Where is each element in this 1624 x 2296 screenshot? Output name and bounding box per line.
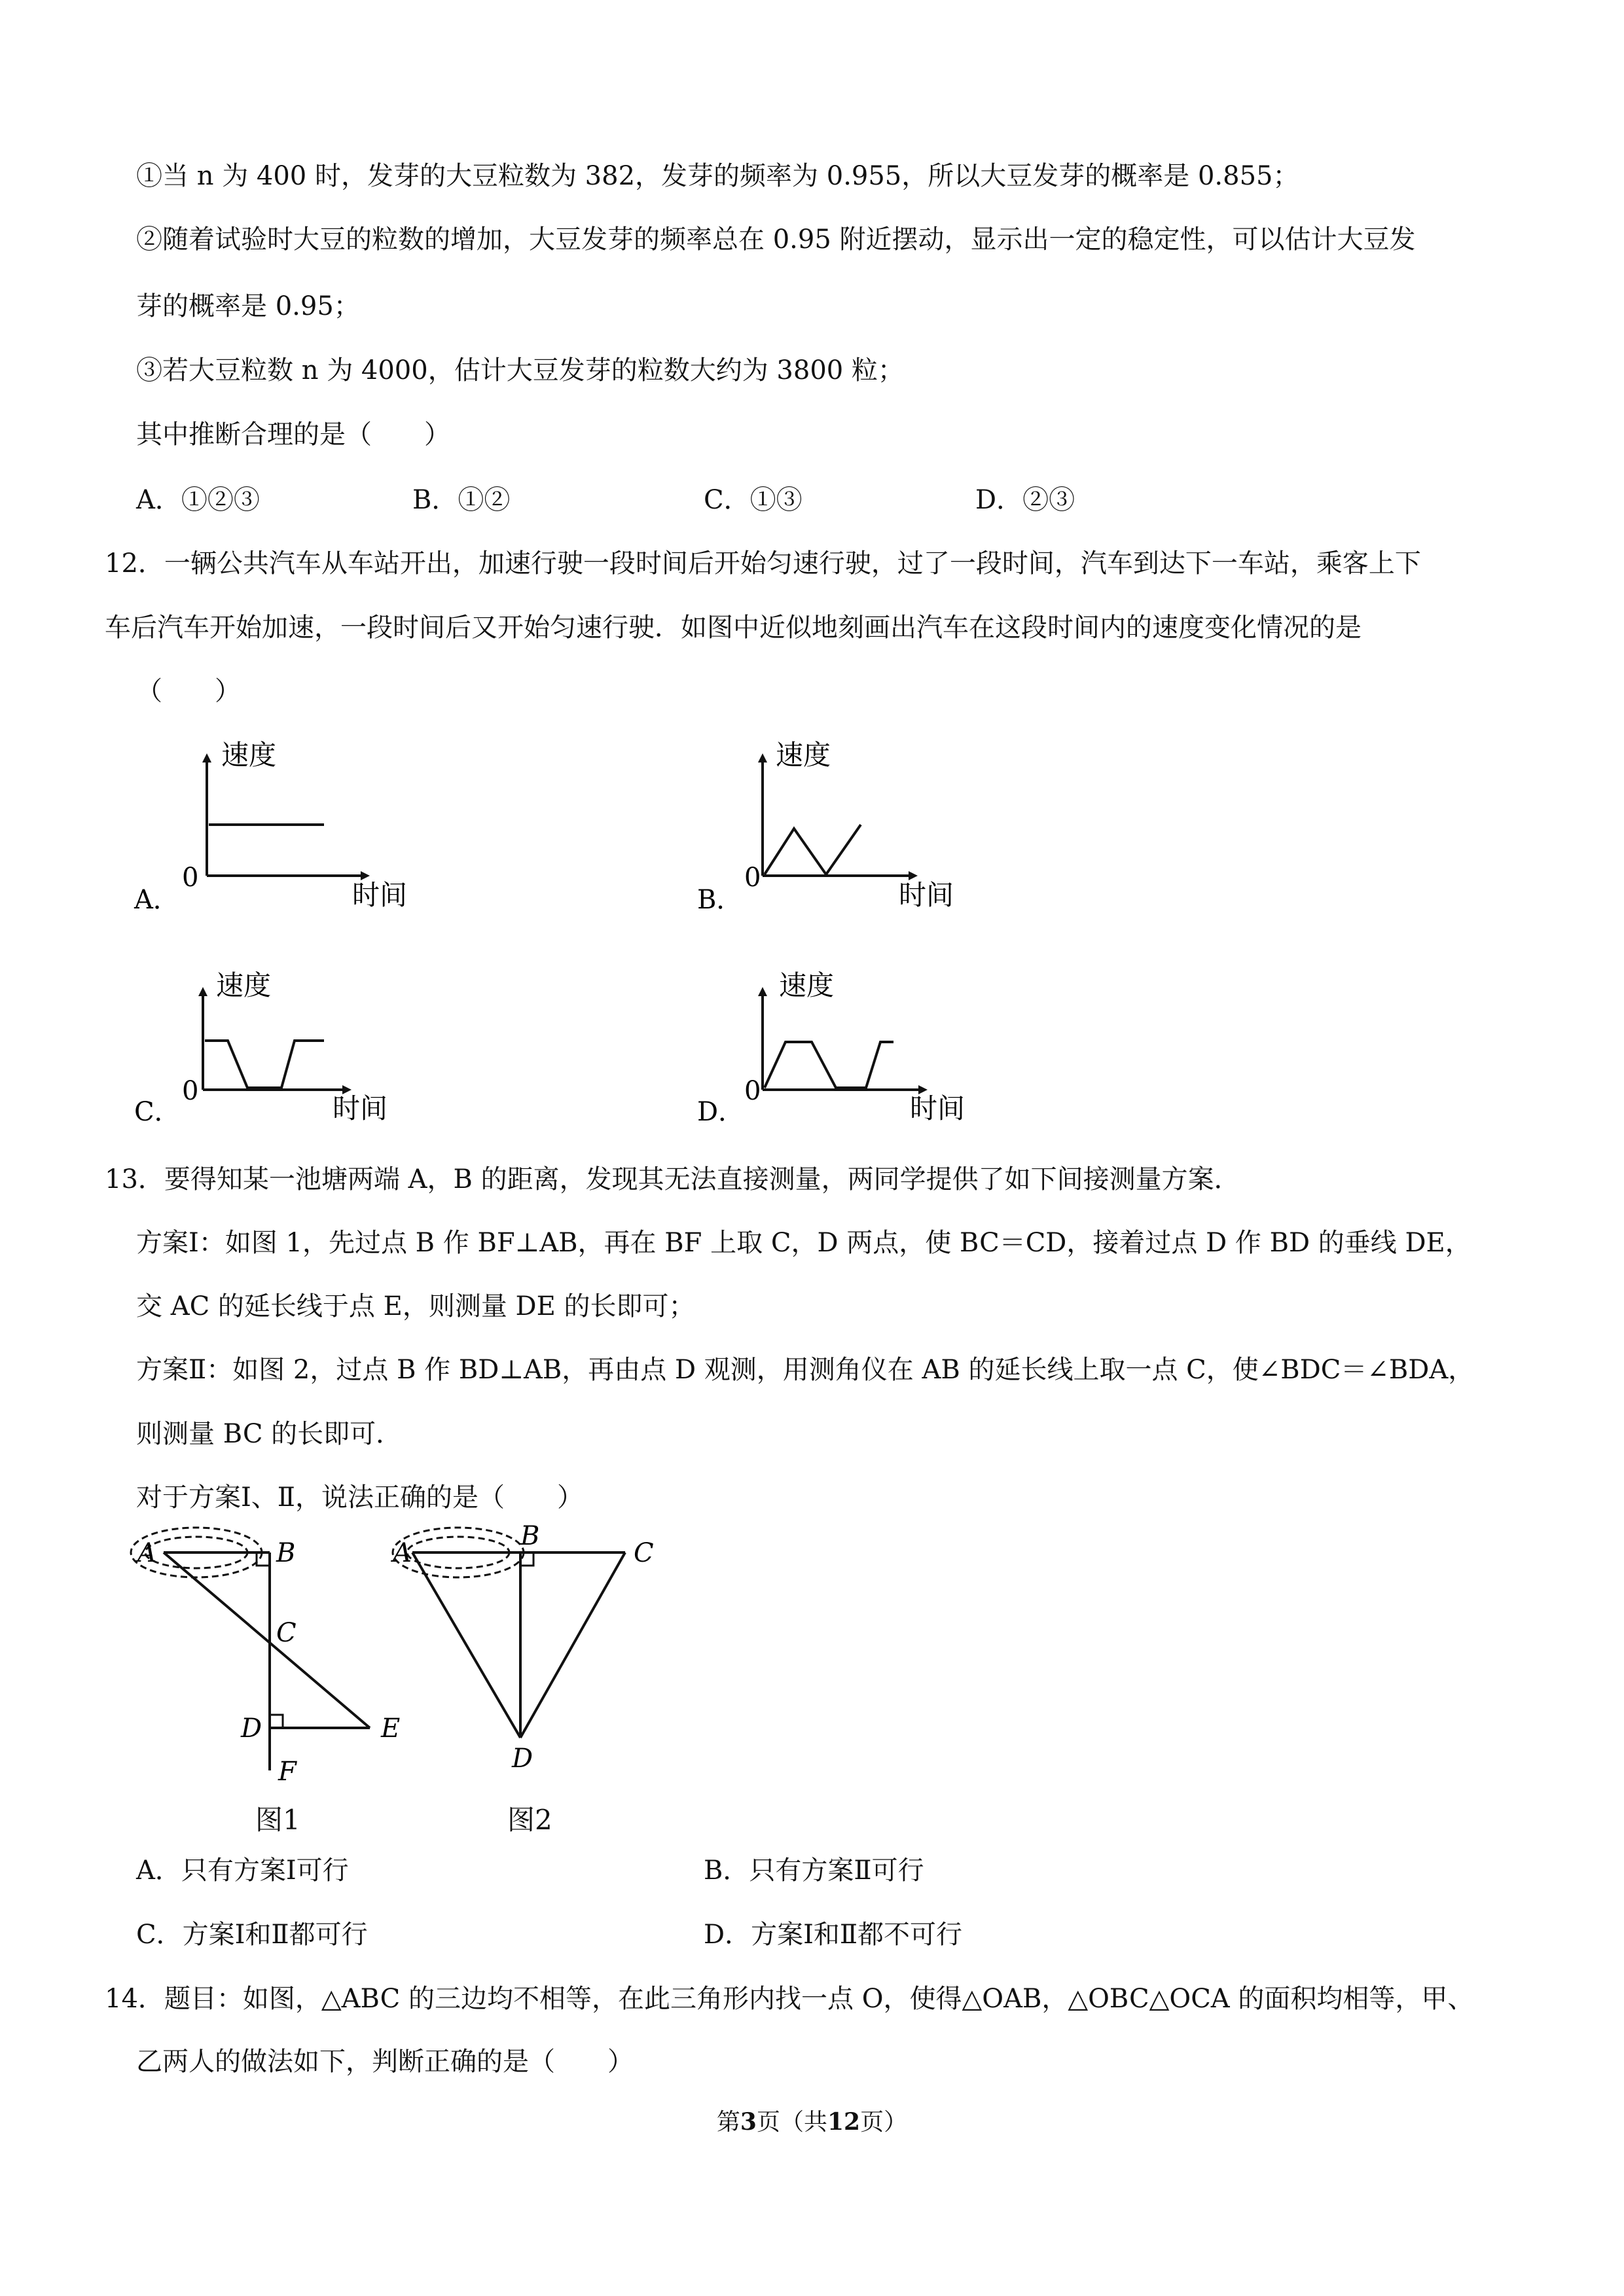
q12-stem-line-2: 车后汽车开始加速，一段时间后又开始匀速行驶．如图中近似地刻画出汽车在这段时间内的速度变化情况的是 <box>105 613 1362 643</box>
footer-suffix: 页） <box>860 2109 908 2136</box>
q13-figure-1 <box>124 1525 425 1800</box>
origin-label: 0 <box>182 863 199 893</box>
q11-option-d: D．②③ <box>975 485 1075 515</box>
q12-graph-c <box>124 942 491 1139</box>
q11-statement-1: ①当 n 为 400 时，发芽的大豆粒数为 382，发芽的频率为 0.955，所以大豆发芽的概率是 0.855； <box>136 161 1299 191</box>
point-b-label: B <box>276 1538 296 1568</box>
point-a-label: A <box>137 1538 156 1568</box>
q13-prompt: 对于方案Ⅰ、Ⅱ，说法正确的是（ ） <box>136 1482 583 1513</box>
speed-curve <box>205 1041 324 1088</box>
page-number: 3 <box>740 2108 757 2136</box>
q13-option-c: C．方案Ⅰ和Ⅱ都可行 <box>136 1920 368 1950</box>
point-d-label: D <box>241 1713 262 1744</box>
x-axis-label: 时间 <box>910 1092 965 1124</box>
x-axis-label: 时间 <box>352 879 408 911</box>
point-e-label: E <box>381 1713 401 1744</box>
q13-figure-2 <box>386 1525 700 1774</box>
speed-curve <box>765 1042 893 1088</box>
origin-label: 0 <box>744 1076 761 1106</box>
q13-plan-1-line-1: 方案Ⅰ：如图 1，先过点 B 作 BF⊥AB，再在 BF 上取 C，D 两点，使 BC＝CD，接着过点 D 作 BD 的垂线 DE， <box>136 1228 1471 1258</box>
q13-plan-2-line-1: 方案Ⅱ：如图 2，过点 B 作 BD⊥AB，再由点 D 观测，用测角仪在 AB 的延长线上取一点 C，使∠BDC＝∠BDA， <box>136 1355 1475 1385</box>
q13-option-a: A．只有方案Ⅰ可行 <box>136 1856 349 1886</box>
point-c-label: C <box>634 1538 654 1568</box>
segment-ad <box>412 1552 520 1738</box>
point-a-label: A <box>393 1538 412 1568</box>
q13-stem-line-1: 13．要得知某一池塘两端 A，B 的距离，发现其无法直接测量，两同学提供了如下间接测量方案． <box>105 1164 1240 1194</box>
q12-graph-b <box>691 733 1057 923</box>
y-axis-label: 速度 <box>776 739 831 771</box>
q11-statement-2b: 芽的概率是 0.95； <box>136 291 360 321</box>
speed-curve <box>765 825 861 874</box>
footer-mid: 页（共 <box>756 2109 827 2136</box>
figure-1-caption: 图1 <box>255 1804 300 1836</box>
option-d-letter: D． <box>697 1097 745 1127</box>
x-axis-label: 时间 <box>899 879 954 911</box>
q11-option-c: C．①③ <box>704 485 803 515</box>
q11-option-b: B．①② <box>412 485 511 515</box>
q14-stem-line-1: 14．题目：如图，△ABC 的三边均不相等，在此三角形内找一点 O，使得△OAB，△OBC△OCA 的面积均相等，甲、 <box>105 1984 1474 2014</box>
footer-prefix: 第 <box>716 2109 740 2136</box>
q11-prompt: 其中推断合理的是（ ） <box>136 420 450 450</box>
figure-2-caption: 图2 <box>507 1804 552 1836</box>
option-b-letter: B． <box>697 885 743 915</box>
y-axis-label: 速度 <box>216 969 272 1001</box>
q13-option-d: D．方案Ⅰ和Ⅱ都不可行 <box>704 1920 963 1950</box>
y-axis-label: 速度 <box>779 969 835 1001</box>
origin-label: 0 <box>744 863 761 893</box>
page-footer <box>0 2104 1624 2137</box>
q13-option-b: B．只有方案Ⅱ可行 <box>704 1856 924 1886</box>
q14-stem-line-2: 乙两人的做法如下，判断正确的是（ ） <box>136 2047 634 2077</box>
right-angle-mark-b <box>257 1552 270 1566</box>
q12-stem-line-3: （ ） <box>136 676 241 706</box>
origin-label: 0 <box>182 1076 199 1106</box>
q11-statement-2a: ②随着试验时大豆的粒数的增加，大豆发芽的频率总在 0.95 附近摆动，显示出一定的稳定性，可以估计大豆发 <box>136 224 1416 255</box>
q13-plan-2-line-2: 则测量 BC 的长即可． <box>136 1419 403 1449</box>
y-axis-label: 速度 <box>221 739 277 771</box>
option-c-letter: C． <box>134 1097 181 1127</box>
page-total: 12 <box>827 2108 861 2136</box>
right-angle-mark-d <box>270 1715 283 1728</box>
q11-option-a: A．①②③ <box>136 485 260 515</box>
q13-plan-1-line-2: 交 AC 的延长线于点 E，则测量 DE 的长即可； <box>136 1291 695 1321</box>
point-c-label: C <box>276 1618 297 1648</box>
right-angle-mark-b <box>520 1552 533 1566</box>
q12-graph-d <box>691 942 1057 1139</box>
option-a-letter: A． <box>134 885 179 915</box>
q11-statement-3: ③若大豆粒数 n 为 4000，估计大豆发芽的粒数大约为 3800 粒； <box>136 355 904 386</box>
point-d-label: D <box>512 1744 533 1774</box>
point-f-label: F <box>278 1757 297 1787</box>
segment-ae <box>164 1552 370 1728</box>
segment-cd <box>520 1552 625 1738</box>
x-axis-label: 时间 <box>333 1092 388 1124</box>
q12-graph-a <box>124 733 491 923</box>
point-b-label: B <box>520 1525 540 1551</box>
q12-stem-line-1: 12．一辆公共汽车从车站开出，加速行驶一段时间后开始匀速行驶，过了一段时间，汽车到达下一车站，乘客上下 <box>105 548 1421 579</box>
